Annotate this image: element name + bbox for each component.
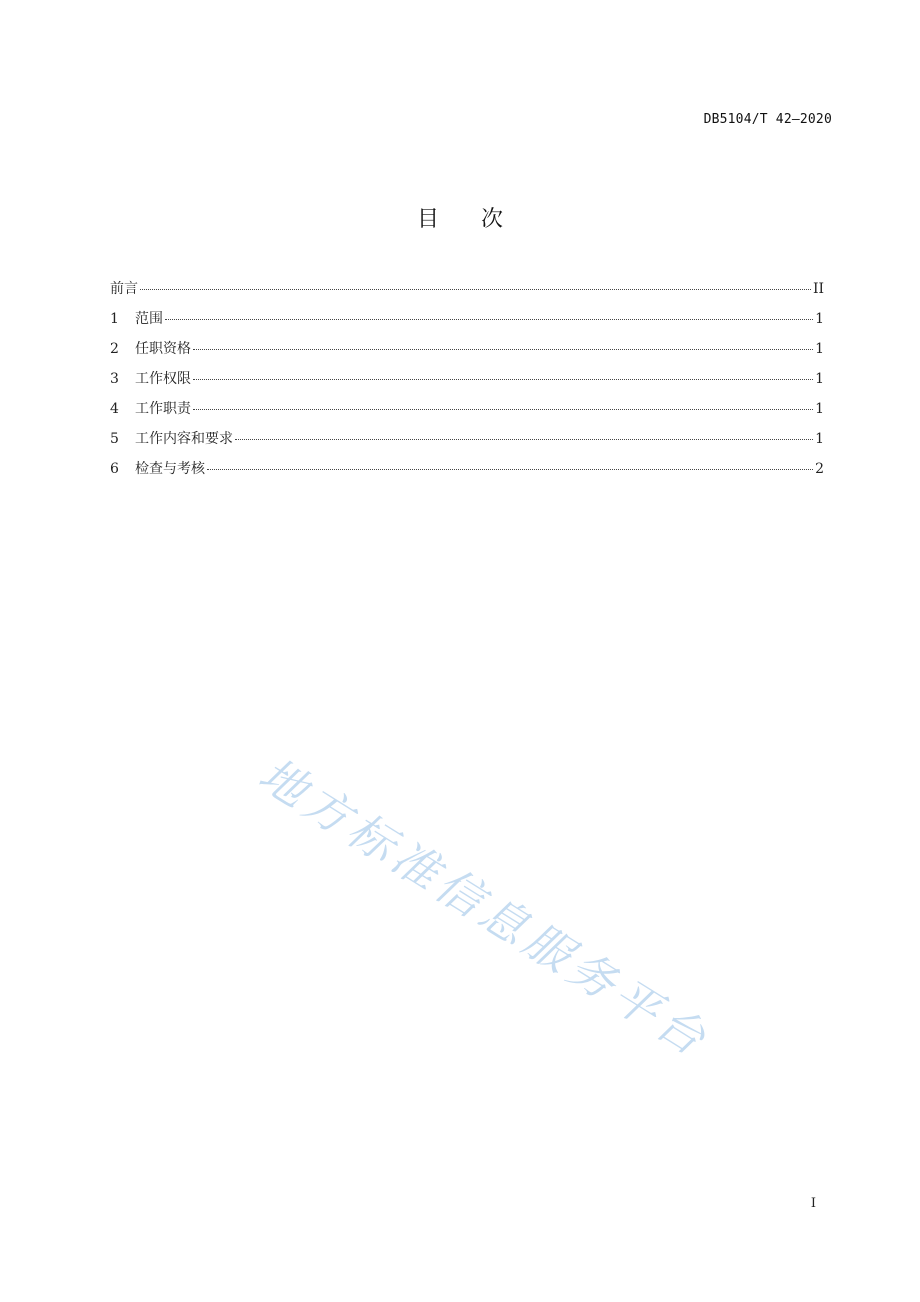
- toc-entry-foreword[interactable]: [110, 280, 824, 310]
- toc-entry-page: 1: [815, 371, 824, 387]
- page-number: I: [810, 1196, 816, 1211]
- toc-entry-page: II: [812, 281, 824, 297]
- toc-entry-inspection-assessment[interactable]: [110, 460, 824, 490]
- toc-entry-page: 1: [815, 341, 824, 357]
- dot-leader: [193, 379, 813, 380]
- toc-entry-label: 工作内容和要求: [135, 431, 233, 447]
- dot-leader: [207, 469, 813, 470]
- toc-entry-qualifications[interactable]: [110, 340, 824, 370]
- toc-entry-label: 范围: [135, 311, 163, 327]
- toc-entry-page: 1: [815, 311, 824, 327]
- dot-leader: [193, 409, 813, 410]
- toc-entry-label: 前言: [110, 281, 138, 297]
- toc-entry-number: 2: [110, 341, 119, 357]
- toc-entry-number: 6: [110, 461, 119, 477]
- page-title: 目次: [416, 207, 545, 232]
- dot-leader: [235, 439, 813, 440]
- table-of-contents: [110, 280, 824, 490]
- dot-leader: [193, 349, 813, 350]
- standard-code: DB5104/T 42—2020: [703, 112, 832, 127]
- toc-entry-duties[interactable]: [110, 400, 824, 430]
- toc-entry-page: 1: [815, 431, 824, 447]
- toc-entry-page: 1: [815, 401, 824, 417]
- toc-entry-label: 检查与考核: [135, 461, 205, 477]
- dot-leader: [140, 289, 811, 290]
- toc-entry-label: 工作权限: [135, 371, 191, 387]
- toc-entry-page: 2: [815, 461, 824, 477]
- toc-entry-number: 4: [110, 401, 119, 417]
- toc-entry-authority[interactable]: [110, 370, 824, 400]
- toc-entry-number: 5: [110, 431, 119, 447]
- toc-entry-label: 工作职责: [135, 401, 191, 417]
- toc-entry-label: 任职资格: [135, 341, 191, 357]
- dot-leader: [165, 319, 813, 320]
- toc-entry-scope[interactable]: [110, 310, 824, 340]
- toc-entry-number: 1: [110, 311, 119, 327]
- toc-entry-number: 3: [110, 371, 119, 387]
- watermark: 地方标准信息服务平台: [249, 746, 720, 1069]
- toc-entry-content-requirements[interactable]: [110, 430, 824, 460]
